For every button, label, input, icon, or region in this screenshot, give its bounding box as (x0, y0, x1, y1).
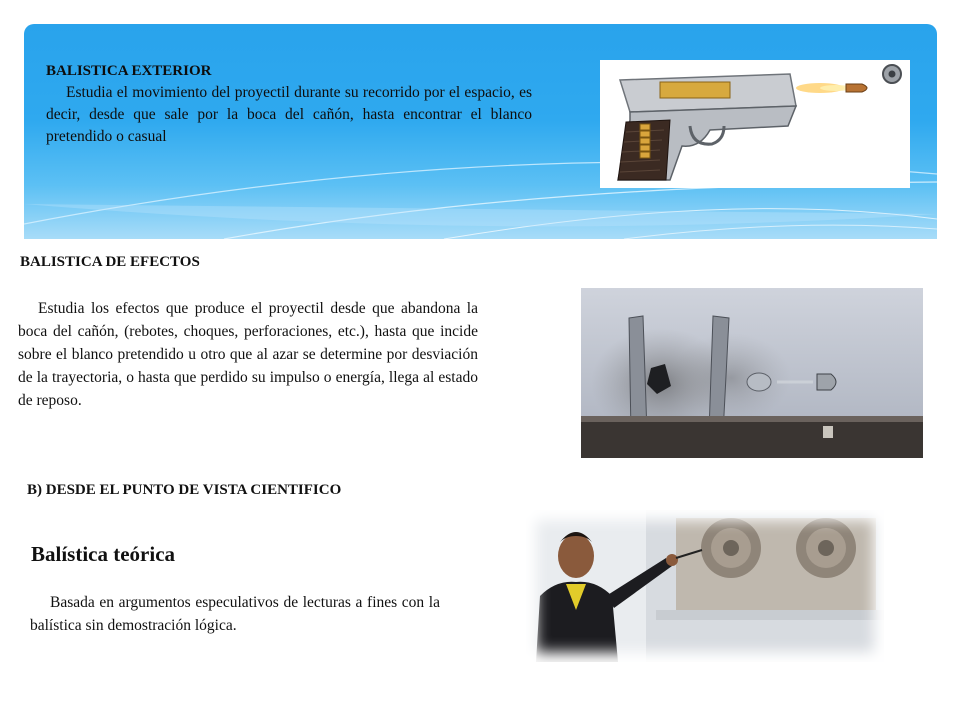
exterior-body: Estudia el movimiento del proyectil durante su recorrido por el espacio, es decir, desde que sale por la boca del cañón, hasta encontrar el blanco pretendido o casual (46, 84, 532, 145)
presenter-photo (526, 510, 884, 662)
teorica-body: Basada en argumentos especulativos de lecturas a fines con la balística sin demostración lógica. (30, 594, 440, 634)
cientifico-title: B) DESDE EL PUNTO DE VISTA CIENTIFICO (27, 482, 342, 498)
teorica-title: Balística teórica (31, 542, 176, 566)
pistol-cutaway-image (600, 60, 910, 188)
efectos-body: Estudia los efectos que produce el proyectil desde que abandona la boca del cañón, (rebotes, choques, perforaciones, etc.), hasta que incide sobre el blanco pretendido u otro que al azar se determine por desviación de la trayectoria, o hasta que perdido su impulso o energía, llega al estado de reposo. (18, 300, 478, 409)
efectos-title: BALISTICA DE EFECTOS (20, 254, 200, 270)
exterior-title: BALISTICA EXTERIOR (46, 63, 212, 79)
bullet-impact-image (581, 288, 923, 458)
presenter-photo-art (526, 510, 884, 662)
exterior-section (46, 60, 532, 148)
